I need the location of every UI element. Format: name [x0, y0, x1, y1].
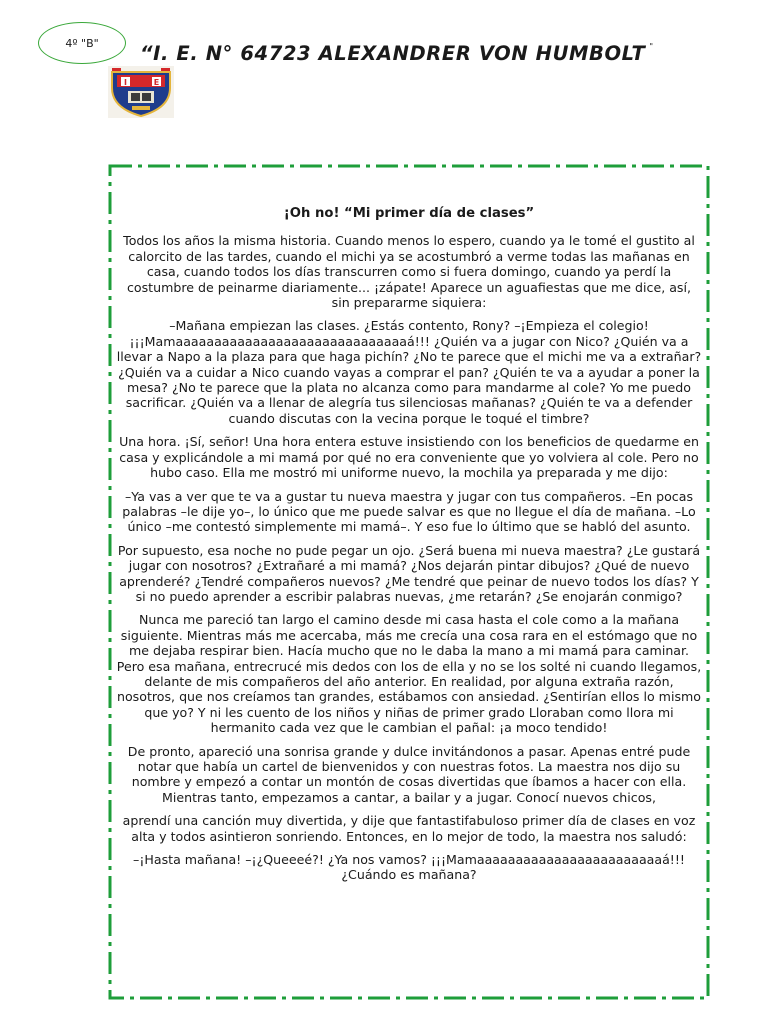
story-paragraph: –Mañana empiezan las clases. ¿Estás contento, Rony? –¡Empieza el colegio! ¡¡¡Mamaaaaaaaaaaaaaaaaaaaaaaaaaaaaaaá!!! ¿Quién va a jugar con Nico? ¿Quién va a llevar a Napo a la plaza para que haga pichín? ¿No te parece que el michi me va a extrañar? ¿Quién va a cuidar a Nico cuando vayas a comprar el pan? ¿Quién te va a ayudar a poner la mesa? ¿No te parece que la plata no alcanza como para mandarme al cole? Yo me puedo sacrificar. ¿Quién va a llenar de alegría tus silenciosas mañanas? ¿Quién te va a defender cuando discutas con la vecina porque le toqué el timbre?: [116, 318, 702, 426]
story-paragraph: aprendí una canción muy divertida, y dije que fantastifabuloso primer día de clases en voz alta y todos asintieron sonriendo. Entonces, en lo mejor de todo, la maestra nos saludó:: [122, 813, 696, 844]
story-paragraph: De pronto, apareció una sonrisa grande y dulce invitándonos a pasar. Apenas entré pude notar que había un cartel de bienvenidos y con nuestras fotos. La maestra nos dijo su nombre y empezó a contar un montón de cosas divertidas que íbamos a hacer con ella. Mientras tanto, empezamos a cantar, a bailar y a jugar. Conocí nuevos chicos,: [127, 743, 691, 805]
grade-label: [38, 22, 126, 64]
story-paragraph: Nunca me pareció tan largo el camino desde mi casa hasta el cole como a la mañana siguiente. Mientras más me acercaba, más me crecía una cosa rara en el estómago que no me dejaba respirar bien. Hacía mucho que no le daba la mano a mi mamá para caminar. Pero esa mañana, entrecrucé mis dedos con los de ella y no se los solté ni cuando llegamos, delante de mis compañeros del año anterior. En realidad, por alguna extraña razón, nosotros, que nos creíamos tan grandes, estábamos con ansiedad. ¿Sentirían ellos lo mismo que yo? Y ni les cuento de los niños y niñas de primer grado Lloraban como llora mi hermanito cada vez que le cambian el pañal: ¡a moco tendido!: [116, 612, 702, 736]
svg-text:E: E: [153, 78, 160, 87]
story-paragraph: Una hora. ¡Sí, señor! Una hora entera estuve insistiendo con los beneficios de quedarme en casa y explicándole a mi mamá por qué no era conveniente que yo volviera al cole. Pero no hubo caso. Ella me mostró mi uniforme nuevo, la mochila ya preparada y me dijo:: [119, 434, 699, 481]
story-paragraph: –Ya vas a ver que te va a gustar tu nueva maestra y jugar con tus compañeros. –En pocas palabras –le dije yo–, lo único que me puede salvar es que no llegue el día de mañana. –Lo único –me contestó simplemente mi mamá–. Y eso fue lo último que se habló del asunto.: [122, 488, 696, 535]
school-name: “I. E. N° 64723 ALEXANDRER VON HUMBOLT: [140, 42, 646, 65]
story-paragraph: Por supuesto, esa noche no pude pegar un ojo. ¿Será buena mi nueva maestra? ¿Le gustará jugar con nosotros? ¿Extrañaré a mi mamá? ¿Nos dejarán pintar dibujos? ¿Qué de nuevo aprenderé? ¿Tendré compañeros nuevos? ¿Me tendré que peinar de nuevo todos los días? Y si no puedo aprender a escribir palabras nuevas, ¿me retarán? ¿Se enojarán conmigo?: [117, 542, 701, 604]
grade-text: 4º "B": [65, 36, 99, 50]
story-paragraph: –¡Hasta mañana! –¡¿Queeeé?! ¿Ya nos vamos? ¡¡¡Mamaaaaaaaaaaaaaaaaaaaaaaaaá!!! ¿Cuándo es mañana?: [133, 852, 685, 883]
school-title: [140, 42, 654, 65]
story-content: [116, 206, 702, 891]
story-paragraph: Todos los años la misma historia. Cuando menos lo espero, cuando ya le tomé el gustito al calorcito de las tardes, cuando el michi ya se acostumbró a verme todas las mañanas en casa, cuando todos los días transcurren como si fuera domingo, cuando ya perdí la costumbre de peinarme diariamente... ¡zápate! Aparece un aguafiestas que me dice, así, sin prepararme siquiera:: [123, 233, 695, 311]
svg-text:I: I: [124, 78, 127, 87]
story-title: ¡Oh no! “Mi primer día de clases”: [283, 206, 535, 221]
school-crest-logo: [108, 66, 174, 118]
school-name-suffix: ": [649, 42, 654, 51]
